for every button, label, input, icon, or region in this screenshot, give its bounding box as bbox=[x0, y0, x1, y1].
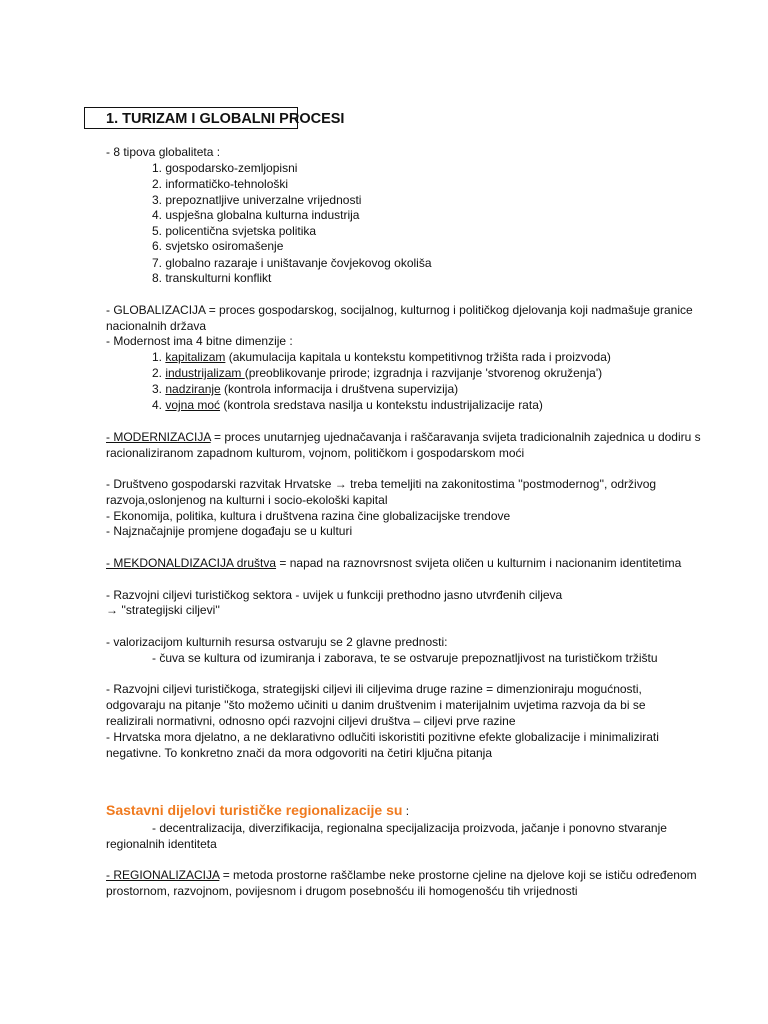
regionalizacija-definition-cont: prostornom, razvojnom, povijesnom i drugom posebnošću ili homogenošću tih vrijednosti bbox=[106, 884, 578, 898]
globalitet-item: 8. transkulturni konflikt bbox=[152, 271, 272, 285]
dimension-term: kapitalizam bbox=[165, 350, 226, 364]
mekdonaldizacija-definition bbox=[106, 555, 681, 571]
subheading-colon: : bbox=[402, 804, 410, 818]
dimension-number: 4. bbox=[152, 398, 166, 412]
razvitak-line: - Društveno gospodarski razvitak Hrvatske → treba temeljiti na zakonitostima ''postmodernog'', održivog bbox=[106, 477, 657, 491]
razvitak-line: - Najznačajnije promjene događaju se u kulturi bbox=[106, 524, 353, 538]
strategija-line: realizirali normativni, odnosno opći razvojni ciljevi društva – ciljevi prve razine bbox=[106, 714, 516, 728]
subheading-text: Sastavni dijelovi turističke regionalizacije su bbox=[106, 802, 403, 818]
globalitet-item: 7. globalno razaraje i uništavanje čovjekovog okoliša bbox=[152, 256, 432, 270]
dimension-number: 2. bbox=[152, 366, 166, 380]
strategija-line: - Razvojni ciljevi turističkoga, strategijski ciljevi ili ciljevima druge razine = dimenzioniraju mogućnosti, bbox=[106, 682, 642, 696]
strategija-line: - Hrvatska mora djelatno, a ne deklarativno odlučiti iskoristiti pozitivne efekte globalizacije i minimalizirati bbox=[106, 730, 659, 744]
ciljevi-line: → ''strategijski ciljevi'' bbox=[106, 603, 220, 617]
dimension-term: vojna moć bbox=[165, 398, 221, 412]
globalitet-item: 4. uspješna globalna kulturna industrija bbox=[152, 208, 360, 222]
valorizacija-line: - čuva se kultura od izumiranja i zaborava, te se ostvaruje prepoznatljivost na turističkom tržištu bbox=[152, 651, 658, 665]
regionalizacija-term: - REGIONALIZACIJA bbox=[106, 868, 220, 882]
modernost-dimension bbox=[152, 397, 543, 413]
dimension-description: (preoblikovanje prirode; izgradnja i razvijanje 'stvorenog okruženja') bbox=[244, 366, 603, 380]
globalizacija-definition-cont: nacionalnih država bbox=[106, 319, 207, 333]
globalitet-intro: - 8 tipova globaliteta : bbox=[106, 145, 221, 159]
razvitak-line: razvoja,oslonjenog na kulturni i socio-ekološki kapital bbox=[106, 493, 388, 507]
strategija-line: negativne. To konkretno znači da mora odgovoriti na četiri ključna pitanja bbox=[106, 746, 493, 760]
globalitet-item: 3. prepoznatljive univerzalne vrijednosti bbox=[152, 193, 362, 207]
dimension-term: industrijalizam bbox=[165, 366, 245, 380]
page-title: 1. TURIZAM I GLOBALNI PROCESI bbox=[106, 111, 345, 127]
globalitet-item: 1. gospodarsko-zemljopisni bbox=[152, 161, 298, 175]
modernizacija-definition-cont: racionaliziranom zapadnom kulturom, vojnom, političkom i gospodarskom moći bbox=[106, 446, 525, 460]
modernost-intro: - Modernost ima 4 bitne dimenzije : bbox=[106, 334, 293, 348]
modernizacija-definition bbox=[106, 429, 701, 445]
ciljevi-line: - Razvojni ciljevi turističkog sektora - uvijek u funkciji prethodno jasno utvrđenih ciljeva bbox=[106, 588, 563, 602]
dimension-description: (kontrola informacija i društvena supervizija) bbox=[220, 382, 459, 396]
modernizacija-term: - MODERNIZACIJA bbox=[106, 430, 211, 444]
regionalizacija-description: = metoda prostorne raščlambe neke prostorne cjeline na djelove koji se ističu određenom bbox=[219, 868, 697, 882]
dimension-term: nadziranje bbox=[165, 382, 221, 396]
globalitet-item: 5. policentična svjetska politika bbox=[152, 224, 317, 238]
regionalizacija-subheading bbox=[106, 801, 409, 820]
regionalizacija-components: - decentralizacija, diverzifikacija, regionalna specijalizacija proizvoda, jačanje i ponovno stvaranje bbox=[152, 821, 667, 835]
globalitet-item: 6. svjetsko osiromašenje bbox=[152, 239, 284, 253]
modernizacija-description: = proces unutarnjeg ujednačavanja i raščaravanja svijeta tradicionalnih zajednica u dodiru s bbox=[210, 430, 701, 444]
dimension-description: (kontrola sredstava nasilja u kontekstu industrijalizacije rata) bbox=[220, 398, 543, 412]
modernost-dimension bbox=[152, 349, 611, 365]
mekdonaldizacija-term: - MEKDONALDIZACIJA društva bbox=[106, 556, 277, 570]
globalitet-item: 2. informatičko-tehnološki bbox=[152, 177, 289, 191]
valorizacija-line: - valorizacijom kulturnih resursa ostvaruju se 2 glavne prednosti: bbox=[106, 635, 448, 649]
dimension-description: (akumulacija kapitala u kontekstu kompetitivnog tržišta rada i proizvoda) bbox=[225, 350, 611, 364]
regionalizacija-components-cont: regionalnih identiteta bbox=[106, 837, 217, 851]
globalizacija-definition: - GLOBALIZACIJA = proces gospodarskog, socijalnog, kulturnog i političkog djelovanja koji nadmašuje granice bbox=[106, 303, 693, 317]
dimension-number: 1. bbox=[152, 350, 166, 364]
dimension-number: 3. bbox=[152, 382, 166, 396]
strategija-line: odgovaraju na pitanje ''što možemo učiniti u danim društvenim i materijalnim uvjetima razvoja da bi se bbox=[106, 698, 646, 712]
modernost-dimension bbox=[152, 381, 458, 397]
regionalizacija-definition bbox=[106, 867, 697, 883]
modernost-dimension bbox=[152, 365, 602, 381]
mekdonaldizacija-description: = napad na raznovrsnost svijeta oličen u kulturnim i nacionanim identitetima bbox=[276, 556, 682, 570]
razvitak-line: - Ekonomija, politika, kultura i društvena razina čine globalizacijske trendove bbox=[106, 509, 511, 523]
